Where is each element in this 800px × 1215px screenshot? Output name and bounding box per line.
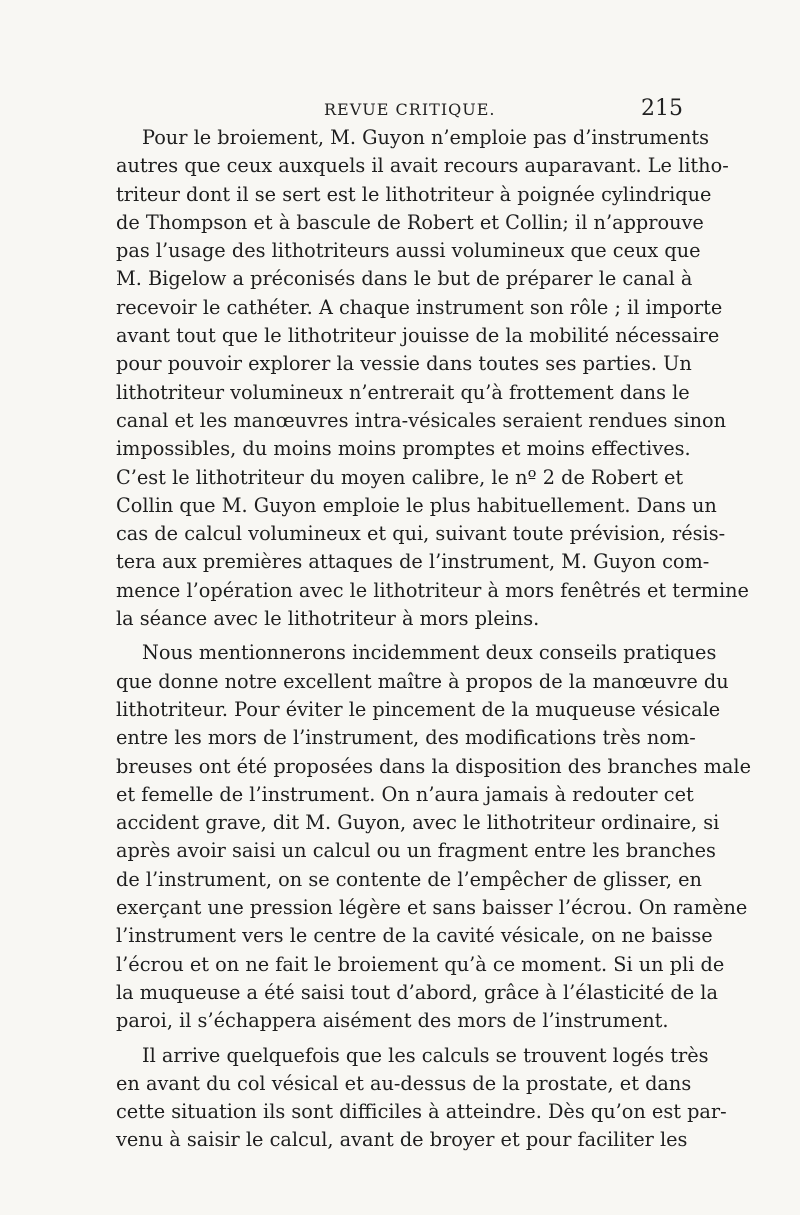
text-line: lithotriteur. Pour éviter le pincement de la muqueuse vésicale bbox=[116, 697, 721, 721]
text-line: et femelle de l’instrument. On n’aura jamais à redouter cet bbox=[116, 782, 694, 806]
text-line: accident grave, dit M. Guyon, avec le lithotriteur ordinaire, si bbox=[116, 811, 720, 835]
text-line: entre les mors de l’instrument, des modifications très nom- bbox=[116, 726, 696, 750]
text-line: exerçant une pression légère et sans baisser l’écrou. On ramène bbox=[116, 896, 748, 920]
text-line: cette situation ils sont difficiles à atteindre. Dès qu’on est par- bbox=[116, 1100, 727, 1124]
text-line: C’est le lithotriteur du moyen calibre, le nº 2 de Robert et bbox=[116, 465, 684, 489]
text-line: canal et les manœuvres intra-vésicales seraient rendues sinon bbox=[116, 408, 727, 432]
text-line: triteur dont il se sert est le lithotriteur à poignée cylindrique bbox=[116, 182, 712, 206]
text-line: Pour le broiement, M. Guyon n’emploie pas d’instruments bbox=[142, 126, 710, 149]
text-line: pas l’usage des lithotriteurs aussi volumineux que ceux que bbox=[116, 239, 701, 263]
text-line: Collin que M. Guyon emploie le plus habituellement. Dans un bbox=[116, 493, 717, 517]
body-text bbox=[116, 124, 751, 1155]
text-line: l’instrument vers le centre de la cavité vésicale, on ne baisse bbox=[116, 924, 713, 948]
text-line: recevoir le cathéter. A chaque instrument son rôle ; il importe bbox=[116, 295, 723, 319]
text-line: impossibles, du moins moins promptes et moins effectives. bbox=[116, 437, 691, 461]
text-line: paroi, il s’échappera aisément des mors de l’instrument. bbox=[116, 1009, 669, 1033]
text-line: de Thompson et à bascule de Robert et Collin; il n’approuve bbox=[116, 210, 704, 234]
page-header bbox=[116, 98, 683, 126]
text-line: autres que ceux auxquels il avait recours auparavant. Le litho- bbox=[116, 154, 729, 178]
text-line: venu à saisir le calcul, avant de broyer et pour faciliter les bbox=[116, 1128, 688, 1152]
running-title: REVUE CRITIQUE. bbox=[324, 100, 496, 119]
text-line: de l’instrument, on se contente de l’empêcher de glisser, en bbox=[116, 867, 702, 891]
text-line: Il arrive quelquefois que les calculs se trouvent logés très bbox=[142, 1043, 709, 1067]
paragraph-1 bbox=[116, 124, 749, 633]
text-line: M. Bigelow a préconisés dans le but de préparer le canal à bbox=[116, 267, 693, 291]
text-line: mence l’opération avec le lithotriteur à mors fenêtrés et termine bbox=[116, 578, 749, 602]
text-line: Nous mentionnerons incidemment deux conseils pratiques bbox=[142, 641, 717, 665]
paragraph-2 bbox=[116, 639, 751, 1035]
text-line: lithotriteur volumineux n’entrerait qu’à frottement dans le bbox=[116, 380, 690, 404]
text-line: la séance avec le lithotriteur à mors pleins. bbox=[116, 607, 540, 631]
paragraph-3 bbox=[116, 1042, 727, 1155]
text-line: avant tout que le lithotriteur jouisse de la mobilité nécessaire bbox=[116, 324, 720, 348]
page-number: 215 bbox=[641, 96, 683, 121]
text-line: pour pouvoir explorer la vessie dans toutes ses parties. Un bbox=[116, 352, 692, 376]
text-line: l’écrou et on ne fait le broiement qu’à ce moment. Si un pli de bbox=[116, 952, 725, 976]
text-line: la muqueuse a été saisi tout d’abord, grâce à l’élasticité de la bbox=[116, 980, 718, 1004]
text-line: après avoir saisi un calcul ou un fragment entre les branches bbox=[116, 839, 716, 863]
text-line: breuses ont été proposées dans la disposition des branches male bbox=[116, 754, 751, 778]
text-line: en avant du col vésical et au-dessus de la prostate, et dans bbox=[116, 1071, 692, 1095]
text-line: tera aux premières attaques de l’instrument, M. Guyon com- bbox=[116, 550, 710, 574]
text-line: que donne notre excellent maître à propos de la manœuvre du bbox=[116, 669, 729, 693]
text-line: cas de calcul volumineux et qui, suivant toute prévision, résis- bbox=[116, 522, 726, 546]
